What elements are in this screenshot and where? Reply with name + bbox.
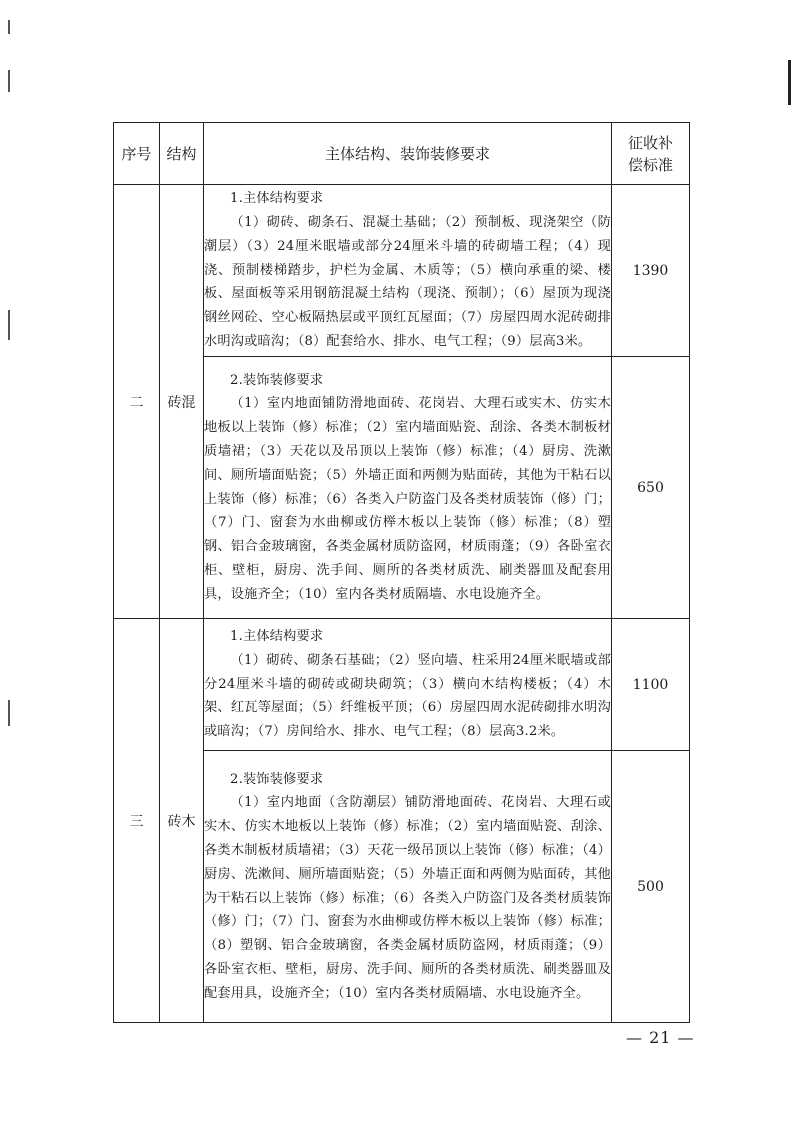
header-requirements: 主体结构、装饰装修要求 — [204, 123, 612, 185]
section-body: （1）室内地面（含防潮层）铺防滑地面砖、花岗岩、大理石或实木、仿实木地板以上装饰（修）标准；（2）室内墙面贴瓷、刮涂、各类木制板材质墙裙；（3）天花一级吊顶以上装饰（修）标准；（4）厨房、洗漱间、厕所墙面贴瓷；（5）外墙正面和两侧为贴面砖，其他为干粘石以上装饰（修）标准；（6）各类入户防盗门及各类材质装饰（修）门；（7）门、窗套为水曲柳或仿榉木板以上装饰（修）标准；（8）塑钢、铝合金玻璃窗，各类金属材质防盗网，材质雨蓬；（9）各卧室衣柜、壁柜，厨房、洗手间、厕所的各类材质洗、刷类器皿及配套用具，设施齐全；（10）室内各类材质隔墙、水电设施齐全。 — [204, 795, 611, 1001]
requirement-cell — [204, 357, 612, 619]
standard-value: 650 — [612, 357, 690, 619]
row-structure: 砖木 — [160, 619, 204, 1023]
requirement-cell — [204, 751, 612, 1023]
standard-value: 1390 — [612, 185, 690, 357]
row-structure: 砖混 — [160, 185, 204, 619]
standard-value: 1100 — [612, 619, 690, 751]
section-title: 1.主体结构要求 — [230, 629, 324, 644]
requirement-cell — [204, 619, 612, 751]
section-title: 1.主体结构要求 — [230, 191, 324, 207]
section-title: 2.装饰装修要求 — [230, 372, 324, 388]
table-row — [114, 185, 690, 357]
section-title: 2.装饰装修要求 — [230, 771, 324, 787]
header-standard — [612, 123, 690, 185]
scan-edge-mark — [788, 60, 791, 105]
header-seq: 序号 — [114, 123, 160, 185]
binding-mark — [8, 310, 10, 340]
header-standard-text: 征收补偿标准 — [627, 133, 673, 174]
row-seq: 二 — [114, 185, 160, 619]
compensation-table — [113, 122, 690, 1023]
binding-mark — [8, 20, 10, 34]
page-number: — 21 — — [626, 1028, 695, 1047]
row-seq: 三 — [114, 619, 160, 1023]
section-body: （1）室内地面铺防滑地面砖、花岗岩、大理石或实木、仿实木地板以上装饰（修）标准；（2）室内墙面贴瓷、刮涂、各类木制板材质墙裙；（3）天花以及吊顶以上装饰（修）标准；（4）厨房、洗漱间、厕所墙面贴瓷；（5）外墙正面和两侧为贴面砖，其他为干粘石以上装饰（修）标准；（6）各类入户防盗门及各类材质装饰（修）门；（7）门、窗套为水曲柳或仿榉木板以上装饰（修）标准；（8）塑钢、铝合金玻璃窗，各类金属材质防盗网，材质雨蓬；（9）各卧室衣柜、壁柜，厨房、洗手间、厕所的各类材质洗、刷类器皿及配套用具，设施齐全；（10）室内各类材质隔墙、水电设施齐全。 — [204, 396, 611, 602]
section-body: （1）砌砖、砌条石基础；（2）竖向墙、柱采用24厘米眠墙或部分24厘米斗墙的砌砖或砌块砌筑；（3）横向木结构楼板；（4）木架、红瓦等屋面；（5）纤维板平顶；（6）房屋四周水泥砖砌排水明沟或暗沟；（7）房间给水、排水、电气工程；（8）层高3.2米。 — [204, 652, 611, 740]
table-row — [114, 619, 690, 751]
binding-mark — [8, 70, 10, 92]
table-header-row — [114, 123, 690, 185]
binding-mark — [8, 700, 10, 726]
section-body: （1）砌砖、砌条石、混凝土基础；（2）预制板、现浇架空（防潮层）（3）24厘米眠墙或部分24厘米斗墙的砖砌墙工程；（4）现浇、预制楼梯踏步，护栏为金属、木质等；（5）横向承重的梁、楼板、屋面板等采用钢筋混凝土结构（现浇、预制）；（6）屋顶为现浇钢丝网砼、空心板隔热层或平顶红瓦屋面；（7）房屋四周水泥砖砌排水明沟或暗沟；（8）配套给水、排水、电气工程；（9）层高3米。 — [204, 215, 611, 349]
requirement-cell — [204, 185, 612, 357]
standard-value: 500 — [612, 751, 690, 1023]
header-structure: 结构 — [160, 123, 204, 185]
